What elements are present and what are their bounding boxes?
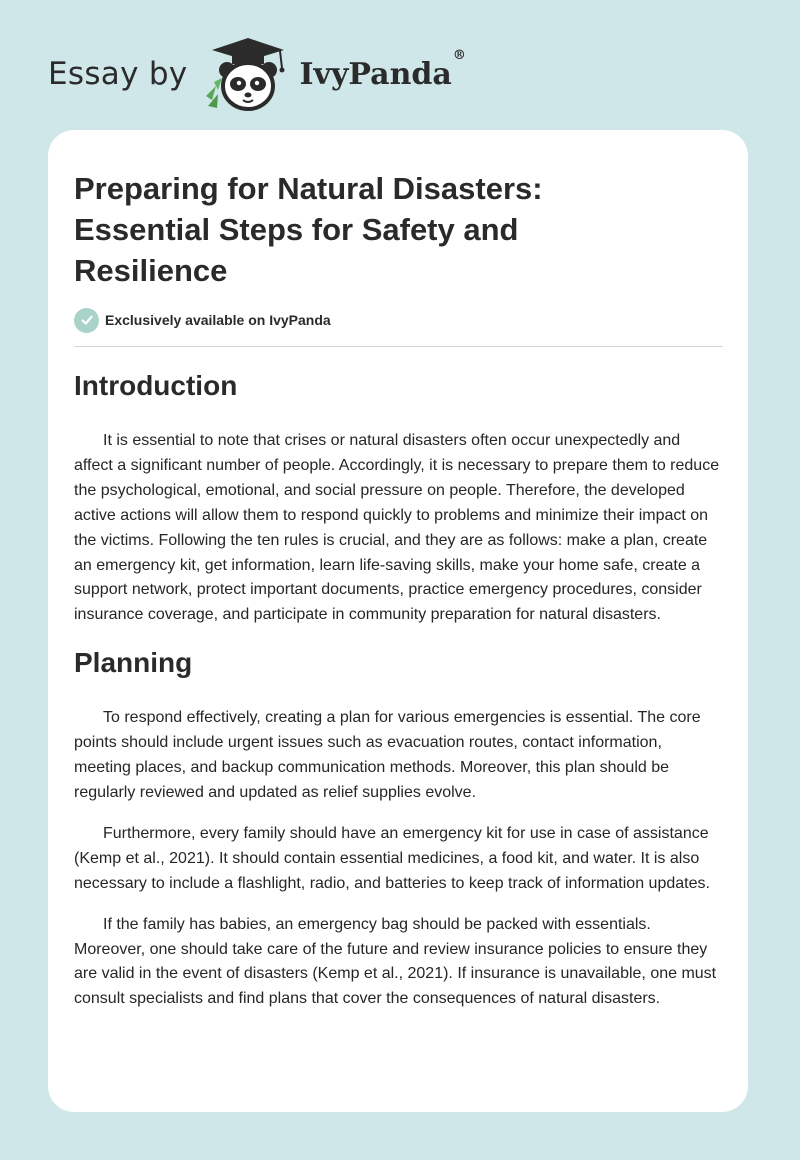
paragraph: Furthermore, every family should have an emergency kit for use in case of assistance (Kemp et al., 2021). It should contain essential medicines, a food kit, and water. It is also necessary to include a flashlight, radio, and batteries to keep track of information updates. <box>74 824 710 892</box>
paragraph: It is essential to note that crises or natural disasters often occur unexpectedly and affect a significant number of people. Accordingly, it is necessary to prepare them to reduce the psychological, emotional, and social pressure on people. Therefore, the developed active actions will allow them to respond quickly to problems and minimize their impact on the victims. Following the ten rules is crucial, and they are as follows: make a plan, create an emergency kit, get information, learn life-saving skills, make your home safe, create a support network, protect important documents, practice emergency procedures, consider insurance coverage, and participate in community preparation for natural disasters. <box>74 432 720 624</box>
exclusive-label: Exclusively available on IvyPanda <box>105 312 331 328</box>
exclusive-badge <box>74 307 722 333</box>
section-heading-planning: Planning <box>74 647 193 679</box>
trademark-symbol: ® <box>452 47 466 63</box>
paragraph: If the family has babies, an emergency bag should be packed with essentials. Moreover, one should take care of the future and review insurance policies to ensure they are valid in the event of disasters (Kemp et al., 2021). If insurance is unavailable, one must consult specialists and find plans that cover the consequences of natural disasters. <box>74 915 717 1008</box>
panda-logo-icon[interactable] <box>202 34 294 114</box>
title-divider <box>74 346 723 347</box>
brand-name[interactable]: IvyPanda® <box>299 47 466 92</box>
check-circle-icon <box>74 308 99 333</box>
essay-by-label: Essay by <box>48 56 188 92</box>
site-header <box>48 34 466 114</box>
section-heading-introduction: Introduction <box>74 370 238 401</box>
paragraph: To respond effectively, creating a plan for various emergencies is essential. The core points should include urgent issues such as evacuation routes, contact information, meeting places, and backup communication methods. Moreover, this plan should be regularly reviewed and updated as relief supplies evolve. <box>74 709 701 801</box>
essay-card <box>48 130 748 1112</box>
essay-title: Preparing for Natural Disasters: Essential Steps for Safety and Resilience <box>74 171 543 288</box>
